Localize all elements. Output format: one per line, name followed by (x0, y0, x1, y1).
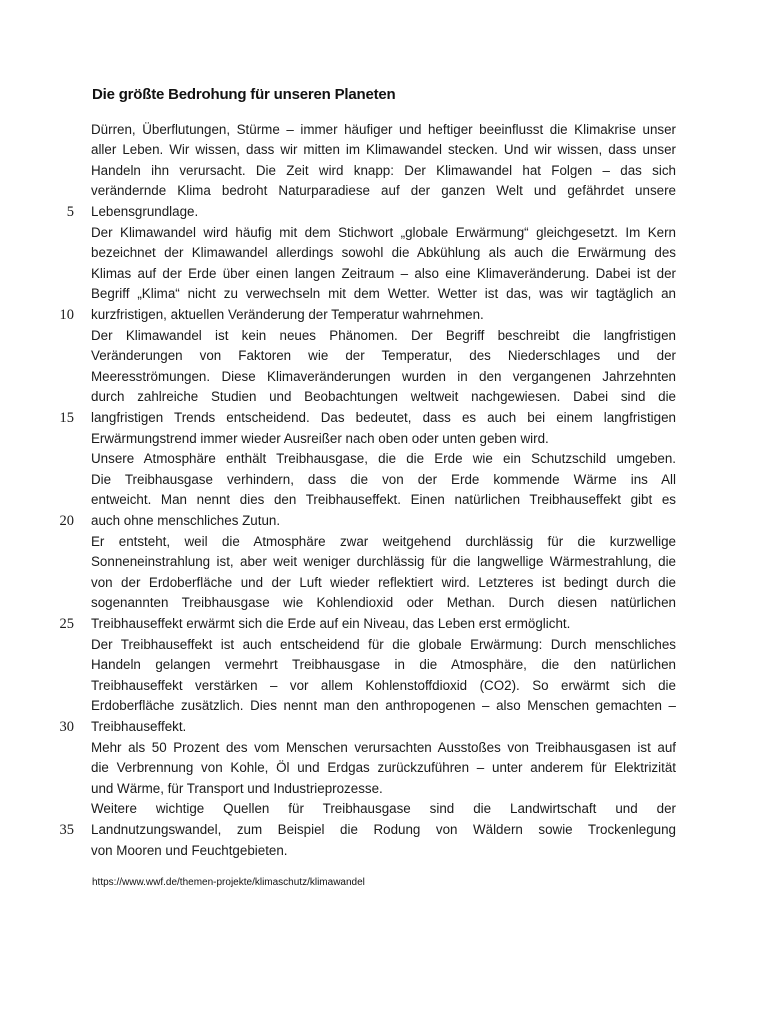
text-line: aller Leben. Wir wissen, dass wir mitten im Klimawandel stecken. Und wir wissen, dass unser (91, 142, 676, 158)
line-number: 5 (66, 203, 74, 220)
text-line: Handeln ihn verursacht. Die Zeit wird knapp: Der Klimawandel hat Folgen – das sich (91, 162, 676, 178)
text-line: kurzfristigen, aktuellen Veränderung der Temperatur wahrnehmen. (91, 306, 484, 322)
text-line: Begriff „Klima“ nicht zu verwechseln mit dem Wetter. Wetter ist das, was wir tagtäglich an (91, 286, 676, 302)
line-number: 30 (59, 718, 74, 735)
text-line: Er entsteht, weil die Atmosphäre zwar weitgehend durchlässig für die kurzwellige (91, 533, 676, 549)
text-line: bezeichnet der Klimawandel allerdings sowohl die Abkühlung als auch die Erwärmung des (91, 245, 676, 261)
text-line: Der Treibhauseffekt ist auch entscheidend für die globale Erwärmung: Durch menschliches (91, 636, 676, 652)
text-line: Handeln gelangen vermehrt Treibhausgase in die Atmosphäre, die den natürlichen (91, 657, 676, 673)
text-line: die Verbrennung von Kohle, Öl und Erdgas zurückzuführen – unter anderem für Elektrizität (91, 760, 676, 776)
line-number: 35 (59, 821, 74, 838)
text-line: Die Treibhausgase verhindern, dass die von der Erde kommende Wärme ins All (91, 471, 676, 487)
text-line: von Mooren und Feuchtgebieten. (91, 842, 288, 858)
text-line: Treibhauseffekt erwärmt sich die Erde auf ein Niveau, das Leben erst ermöglicht. (91, 615, 571, 631)
document-title: Die größte Bedrohung für unseren Planeten (92, 86, 396, 103)
text-line: entweicht. Man nennt dies den Treibhauseffekt. Einen natürlichen Treibhauseffekt gibt es (91, 492, 676, 508)
line-number: 20 (59, 512, 74, 529)
text-line: Veränderungen von Faktoren wie der Temperatur, des Niederschlages und der (91, 348, 676, 364)
text-line: Unsere Atmosphäre enthält Treibhausgase, die die Erde wie ein Schutzschild umgeben. (91, 451, 676, 467)
text-line: Lebensgrundlage. (91, 203, 199, 219)
line-number: 10 (59, 306, 74, 323)
text-line: Meeresströmungen. Diese Klimaveränderungen wurden in den vergangenen Jahrzehnten (91, 368, 676, 384)
text-line: sogenannten Treibhausgase wie Kohlendioxid oder Methan. Durch diesen natürlichen (91, 595, 676, 611)
text-line: Der Klimawandel ist kein neues Phänomen. Der Begriff beschreibt die langfristigen (91, 327, 676, 343)
text-line: Mehr als 50 Prozent des vom Menschen verursachten Ausstoßes von Treibhausgasen ist auf (91, 739, 676, 755)
line-number: 15 (59, 409, 74, 426)
text-line: auch ohne menschliches Zutun. (91, 512, 281, 528)
source-link[interactable]: https://www.wwf.de/themen-projekte/klimaschutz/klimawandel (92, 877, 365, 888)
text-line: langfristigen Trends entscheidend. Das bedeutet, dass es auch bei einem langfristigen (91, 409, 676, 425)
text-line: Sonneneinstrahlung ist, aber weit weniger durchlässig für die langwellige Wärmestrahlung, die (91, 554, 676, 570)
text-line: verändernde Klima bedroht Naturparadiese auf der ganzen Welt und gefährdet unsere (91, 183, 676, 199)
text-line: Der Klimawandel wird häufig mit dem Stichwort „globale Erwärmung“ gleichgesetzt. Im Kern (91, 224, 676, 240)
text-line: Weitere wichtige Quellen für Treibhausgase sind die Landwirtschaft und der (91, 801, 676, 817)
text-line: Erdoberfläche zusätzlich. Dies nennt man den anthropogenen – also Menschen gemachten – (91, 698, 676, 714)
text-line: durch zahlreiche Studien und Beobachtungen weltweit nachgewiesen. Dabei sind die (91, 389, 676, 405)
text-line: und Wärme, für Transport und Industrieprozesse. (91, 780, 383, 796)
text-line: Landnutzungswandel, zum Beispiel die Rodung von Wäldern sowie Trockenlegung (91, 821, 676, 837)
text-line: von der Erdoberfläche und der Luft wieder reflektiert wird. Letzteres ist bedingt durch die (91, 574, 676, 590)
text-line: Treibhauseffekt. (91, 718, 187, 734)
text-line: Treibhauseffekt verstärken – vor allem Kohlenstoffdioxid (CO2). So erwärmt sich die (91, 677, 676, 693)
text-line: Erwärmungstrend immer wieder Ausreißer nach oben oder unten geben wird. (91, 430, 549, 446)
line-number: 25 (59, 615, 74, 632)
text-line: Dürren, Überflutungen, Stürme – immer häufiger und heftiger beeinflusst die Klimakrise unser (91, 121, 676, 137)
text-line: Klimas auf der Erde über einen langen Zeitraum – also eine Klimaveränderung. Dabei ist der (91, 265, 676, 281)
